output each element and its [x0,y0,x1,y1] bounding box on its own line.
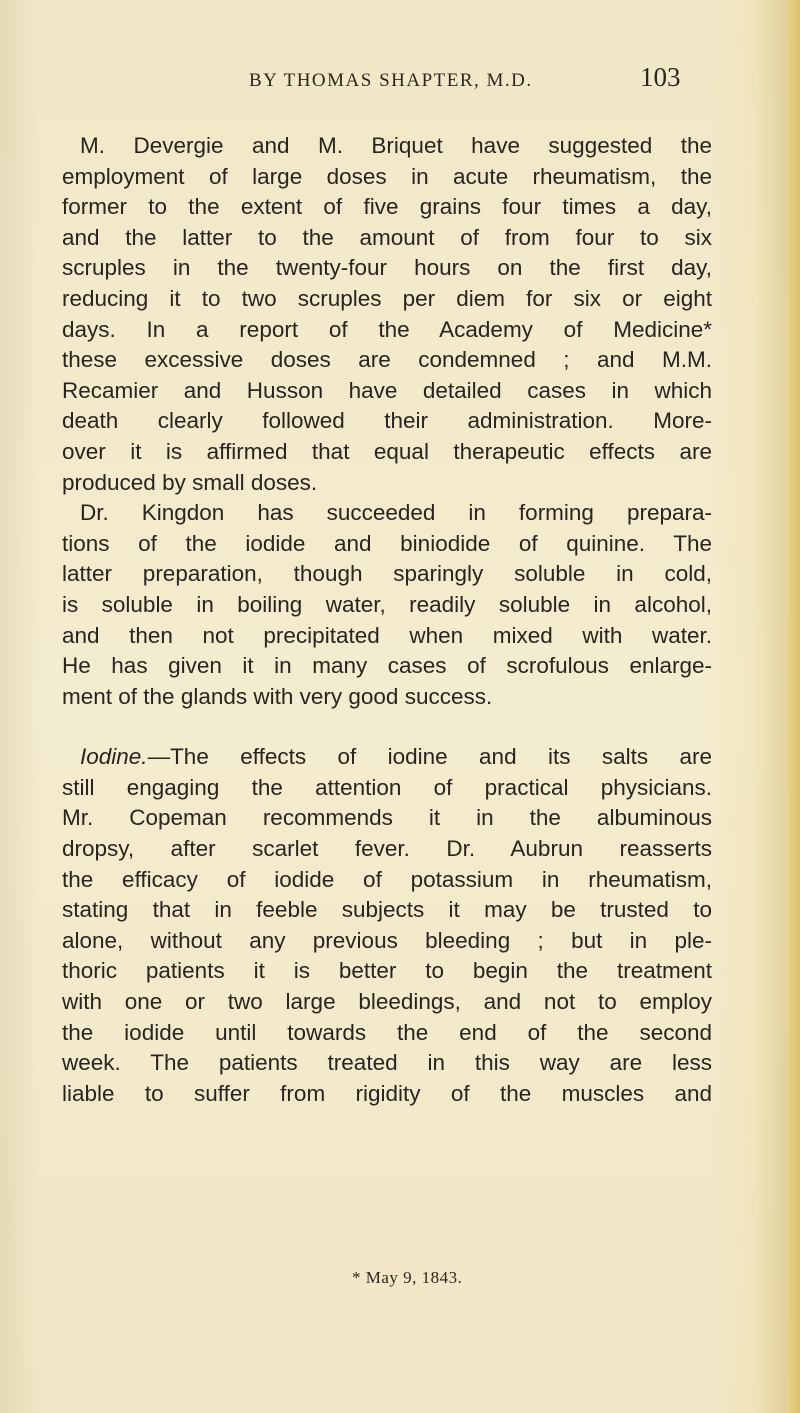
page-edge [786,0,800,1413]
footnote: * May 9, 1843. [352,1268,463,1287]
text-line: death clearly followed their administration. More- [62,408,712,434]
page-number: 103 [640,62,681,92]
text-line: produced by small doses. [62,469,318,495]
text-line: M. Devergie and M. Briquet have suggested the [80,133,712,158]
text-line: reducing it to two scruples per diem for six or eight [62,285,712,311]
text-line: alone, without any previous bleeding ; but in ple- [62,927,712,953]
text-line: employment of large doses in acute rheumatism, the [62,163,712,189]
running-head [0,62,800,94]
text-line: thoric patients it is better to begin the treatment [62,958,712,984]
text-line: scruples in the twenty-four hours on the first day, [62,255,712,281]
text-line: is soluble in boiling water, readily soluble in alcohol, [62,591,712,617]
text-line: week. The patients treated in this way are less [62,1050,712,1076]
text-line: these excessive doses are condemned ; and M.M. [62,347,712,373]
paragraph-gap [62,712,712,742]
section-heading: Iodine. [80,744,148,770]
text-line [62,742,712,773]
text-line: the iodide until towards the end of the second [62,1019,712,1045]
text-line: Mr. Copeman recommends it in the albuminous [62,805,712,831]
text-line: stating that in feeble subjects it may be trusted to [62,897,712,923]
body-text [62,131,712,1109]
text-line: former to the extent of five grains four times a day, [62,194,712,220]
text-line: over it is affirmed that equal therapeutic effects are [62,438,712,464]
text-line: the efficacy of iodide of potassium in rheumatism, [62,866,712,892]
text-line: latter preparation, though sparingly soluble in cold, [62,561,712,587]
running-title: BY THOMAS SHAPTER, M.D. [249,70,533,91]
text-line: ment of the glands with very good success. [62,683,493,709]
text-line: Dr. Kingdon has succeeded in forming prepara- [80,500,712,526]
text-line: He has given it in many cases of scrofulous enlarge- [62,653,712,679]
text-line: liable to suffer from rigidity of the muscles and [62,1080,712,1106]
text-line: days. In a report of the Academy of Medicine* [62,316,712,342]
text-line: and the latter to the amount of from four to six [62,224,712,250]
text-line: still engaging the attention of practical physicians. [62,774,712,800]
text-line: and then not precipitated when mixed with water. [62,622,712,648]
text-line: tions of the iodide and biniodide of quinine. The [62,530,712,556]
text-line: Recamier and Husson have detailed cases in which [62,377,712,403]
text-line: dropsy, after scarlet fever. Dr. Aubrun reasserts [62,836,712,862]
text-line: with one or two large bleedings, and not to employ [62,989,712,1015]
heading-continuation: —The effects of iodine and its salts are [147,744,712,770]
